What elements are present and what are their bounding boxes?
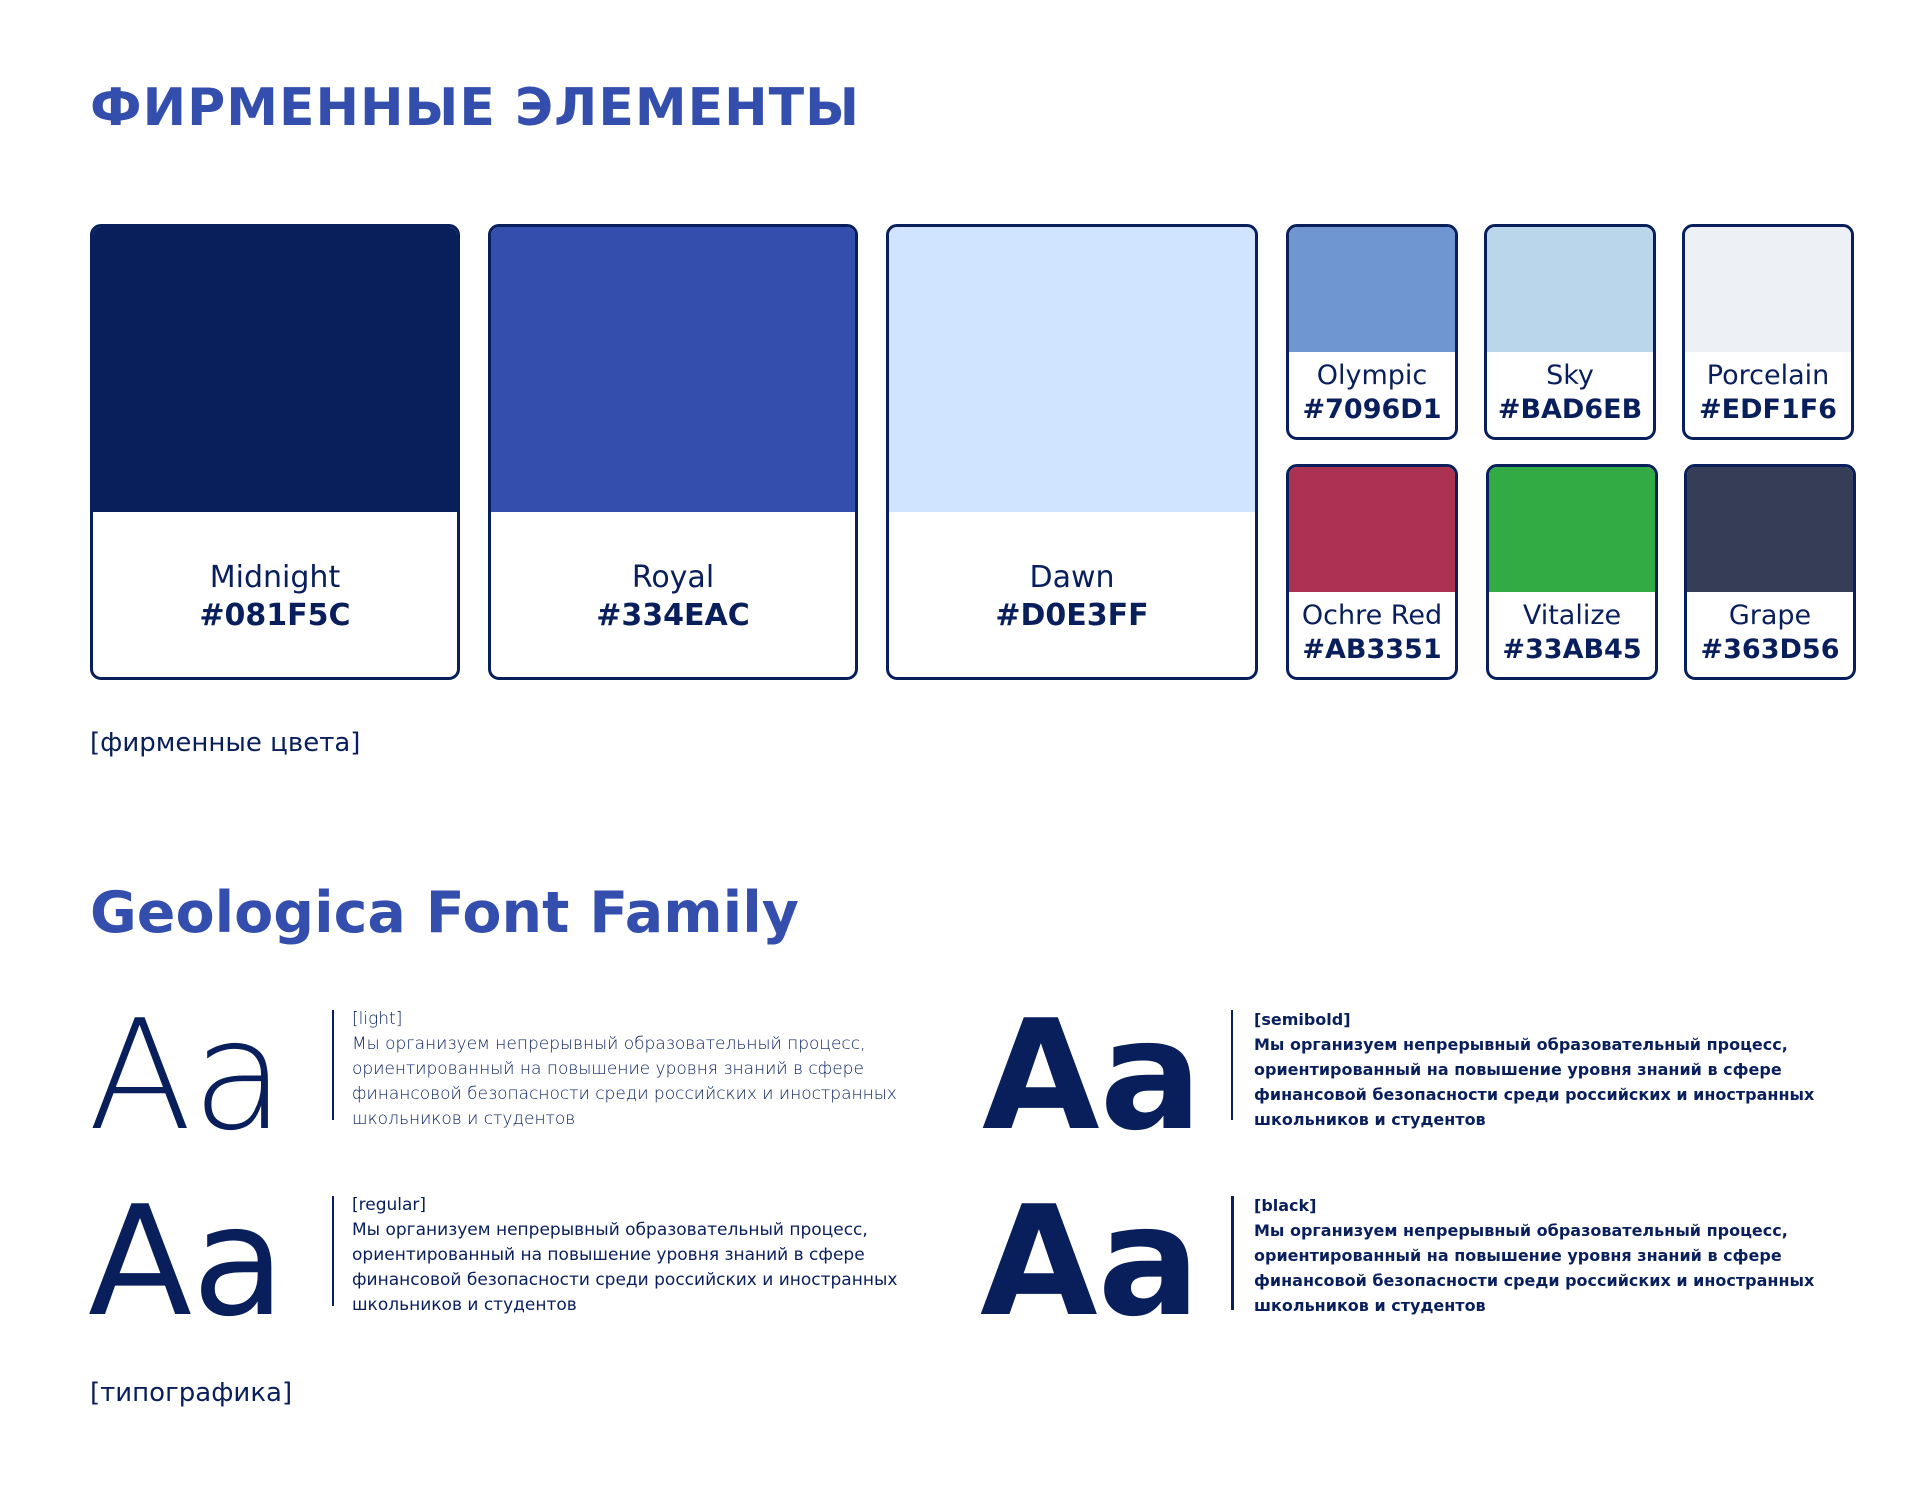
- sample-line: школьников и студентов: [1254, 1110, 1486, 1129]
- sample-line: ориентированный на повышение уровня знаний в сфере: [1254, 1060, 1782, 1079]
- swatch-hex: #AB3351: [1302, 634, 1442, 665]
- divider: [332, 1010, 334, 1120]
- divider: [1231, 1196, 1234, 1310]
- swatch-name: Sky: [1546, 360, 1594, 391]
- swatch-hex: #334EAC: [596, 598, 750, 633]
- font-family-heading: Geologica Font Family: [90, 880, 799, 946]
- swatch-hex: #BAD6EB: [1497, 394, 1643, 425]
- swatch-fill: [93, 227, 457, 512]
- swatch-fill: [1289, 467, 1455, 592]
- glyph-sample-regular: Aa: [88, 1173, 286, 1350]
- swatch-fill: [1489, 467, 1655, 592]
- sample-line: Мы организуем непрерывный образовательный процесс,: [352, 1034, 866, 1054]
- swatch-vitalize: [1486, 464, 1658, 680]
- swatch-name: Ochre Red: [1301, 600, 1443, 631]
- sample-line: ориентированный на повышение уровня знаний в сфере: [352, 1245, 865, 1265]
- swatch-grape: [1684, 464, 1856, 680]
- swatch-name: Midnight: [209, 560, 341, 595]
- swatch-midnight: [90, 224, 460, 680]
- swatch-olympic: [1286, 224, 1458, 440]
- swatch-porcelain: [1682, 224, 1854, 440]
- sample-line: школьников и студентов: [1254, 1296, 1486, 1315]
- divider: [1231, 1010, 1233, 1120]
- swatch-name: Dawn: [1029, 560, 1115, 595]
- weight-sample-light: [352, 1007, 897, 1132]
- swatch-royal: [488, 224, 858, 680]
- sample-line: ориентированный на повышение уровня знаний в сфере: [352, 1059, 864, 1079]
- swatch-hex: #33AB45: [1502, 634, 1642, 665]
- swatch-name: Olympic: [1316, 360, 1428, 391]
- weight-sample-semibold: [1254, 1007, 1814, 1132]
- glyph-sample-light: Aa: [88, 987, 286, 1164]
- swatch-fill: [1687, 467, 1853, 592]
- swatch-dawn: [886, 224, 1258, 680]
- sample-line: Мы организуем непрерывный образовательный процесс,: [352, 1220, 868, 1240]
- glyph-sample-black: Aa: [980, 1173, 1201, 1350]
- swatch-name: Grape: [1728, 600, 1812, 631]
- swatch-hex: #363D56: [1700, 634, 1840, 665]
- sample-line: ориентированный на повышение уровня знаний в сфере: [1254, 1246, 1782, 1265]
- swatch-ochre-red: [1286, 464, 1458, 680]
- weight-tag: [black]: [1254, 1196, 1317, 1215]
- sample-line: школьников и студентов: [352, 1109, 576, 1129]
- weight-tag: [regular]: [352, 1195, 427, 1215]
- divider: [332, 1196, 334, 1306]
- weight-sample-black: [1254, 1193, 1814, 1318]
- sample-line: финансовой безопасности среди российских и иностранных: [352, 1270, 898, 1290]
- sample-line: Мы организуем непрерывный образовательный процесс,: [1254, 1035, 1788, 1054]
- swatch-name: Royal: [631, 560, 715, 595]
- swatch-hex: #D0E3FF: [995, 598, 1149, 633]
- swatch-fill: [889, 227, 1255, 512]
- swatch-sky: [1484, 224, 1656, 440]
- weight-tag: [light]: [352, 1009, 403, 1029]
- swatch-name: Vitalize: [1522, 600, 1622, 631]
- swatch-fill: [1487, 227, 1653, 352]
- swatch-hex: #7096D1: [1302, 394, 1442, 425]
- swatch-hex: #EDF1F6: [1699, 394, 1837, 425]
- typography-caption: [типографика]: [90, 1378, 293, 1408]
- glyph-sample-semibold: Aa: [982, 987, 1203, 1164]
- swatch-fill: [491, 227, 855, 512]
- sample-line: школьников и студентов: [352, 1295, 577, 1315]
- swatch-fill: [1289, 227, 1455, 352]
- brand-colors-caption: [фирменные цвета]: [90, 728, 361, 758]
- sample-line: финансовой безопасности среди российских и иностранных: [352, 1084, 897, 1104]
- weight-sample-regular: [352, 1193, 897, 1318]
- swatch-name: Porcelain: [1706, 360, 1830, 391]
- sample-line: Мы организуем непрерывный образовательный процесс,: [1254, 1221, 1788, 1240]
- sample-line: финансовой безопасности среди российских и иностранных: [1254, 1085, 1815, 1104]
- sample-line: финансовой безопасности среди российских и иностранных: [1254, 1271, 1815, 1290]
- swatch-fill: [1685, 227, 1851, 352]
- swatch-hex: #081F5C: [199, 598, 351, 633]
- weight-tag: [semibold]: [1254, 1010, 1351, 1029]
- brand-elements-heading: ФИРМЕННЫЕ ЭЛЕМЕНТЫ: [90, 78, 861, 138]
